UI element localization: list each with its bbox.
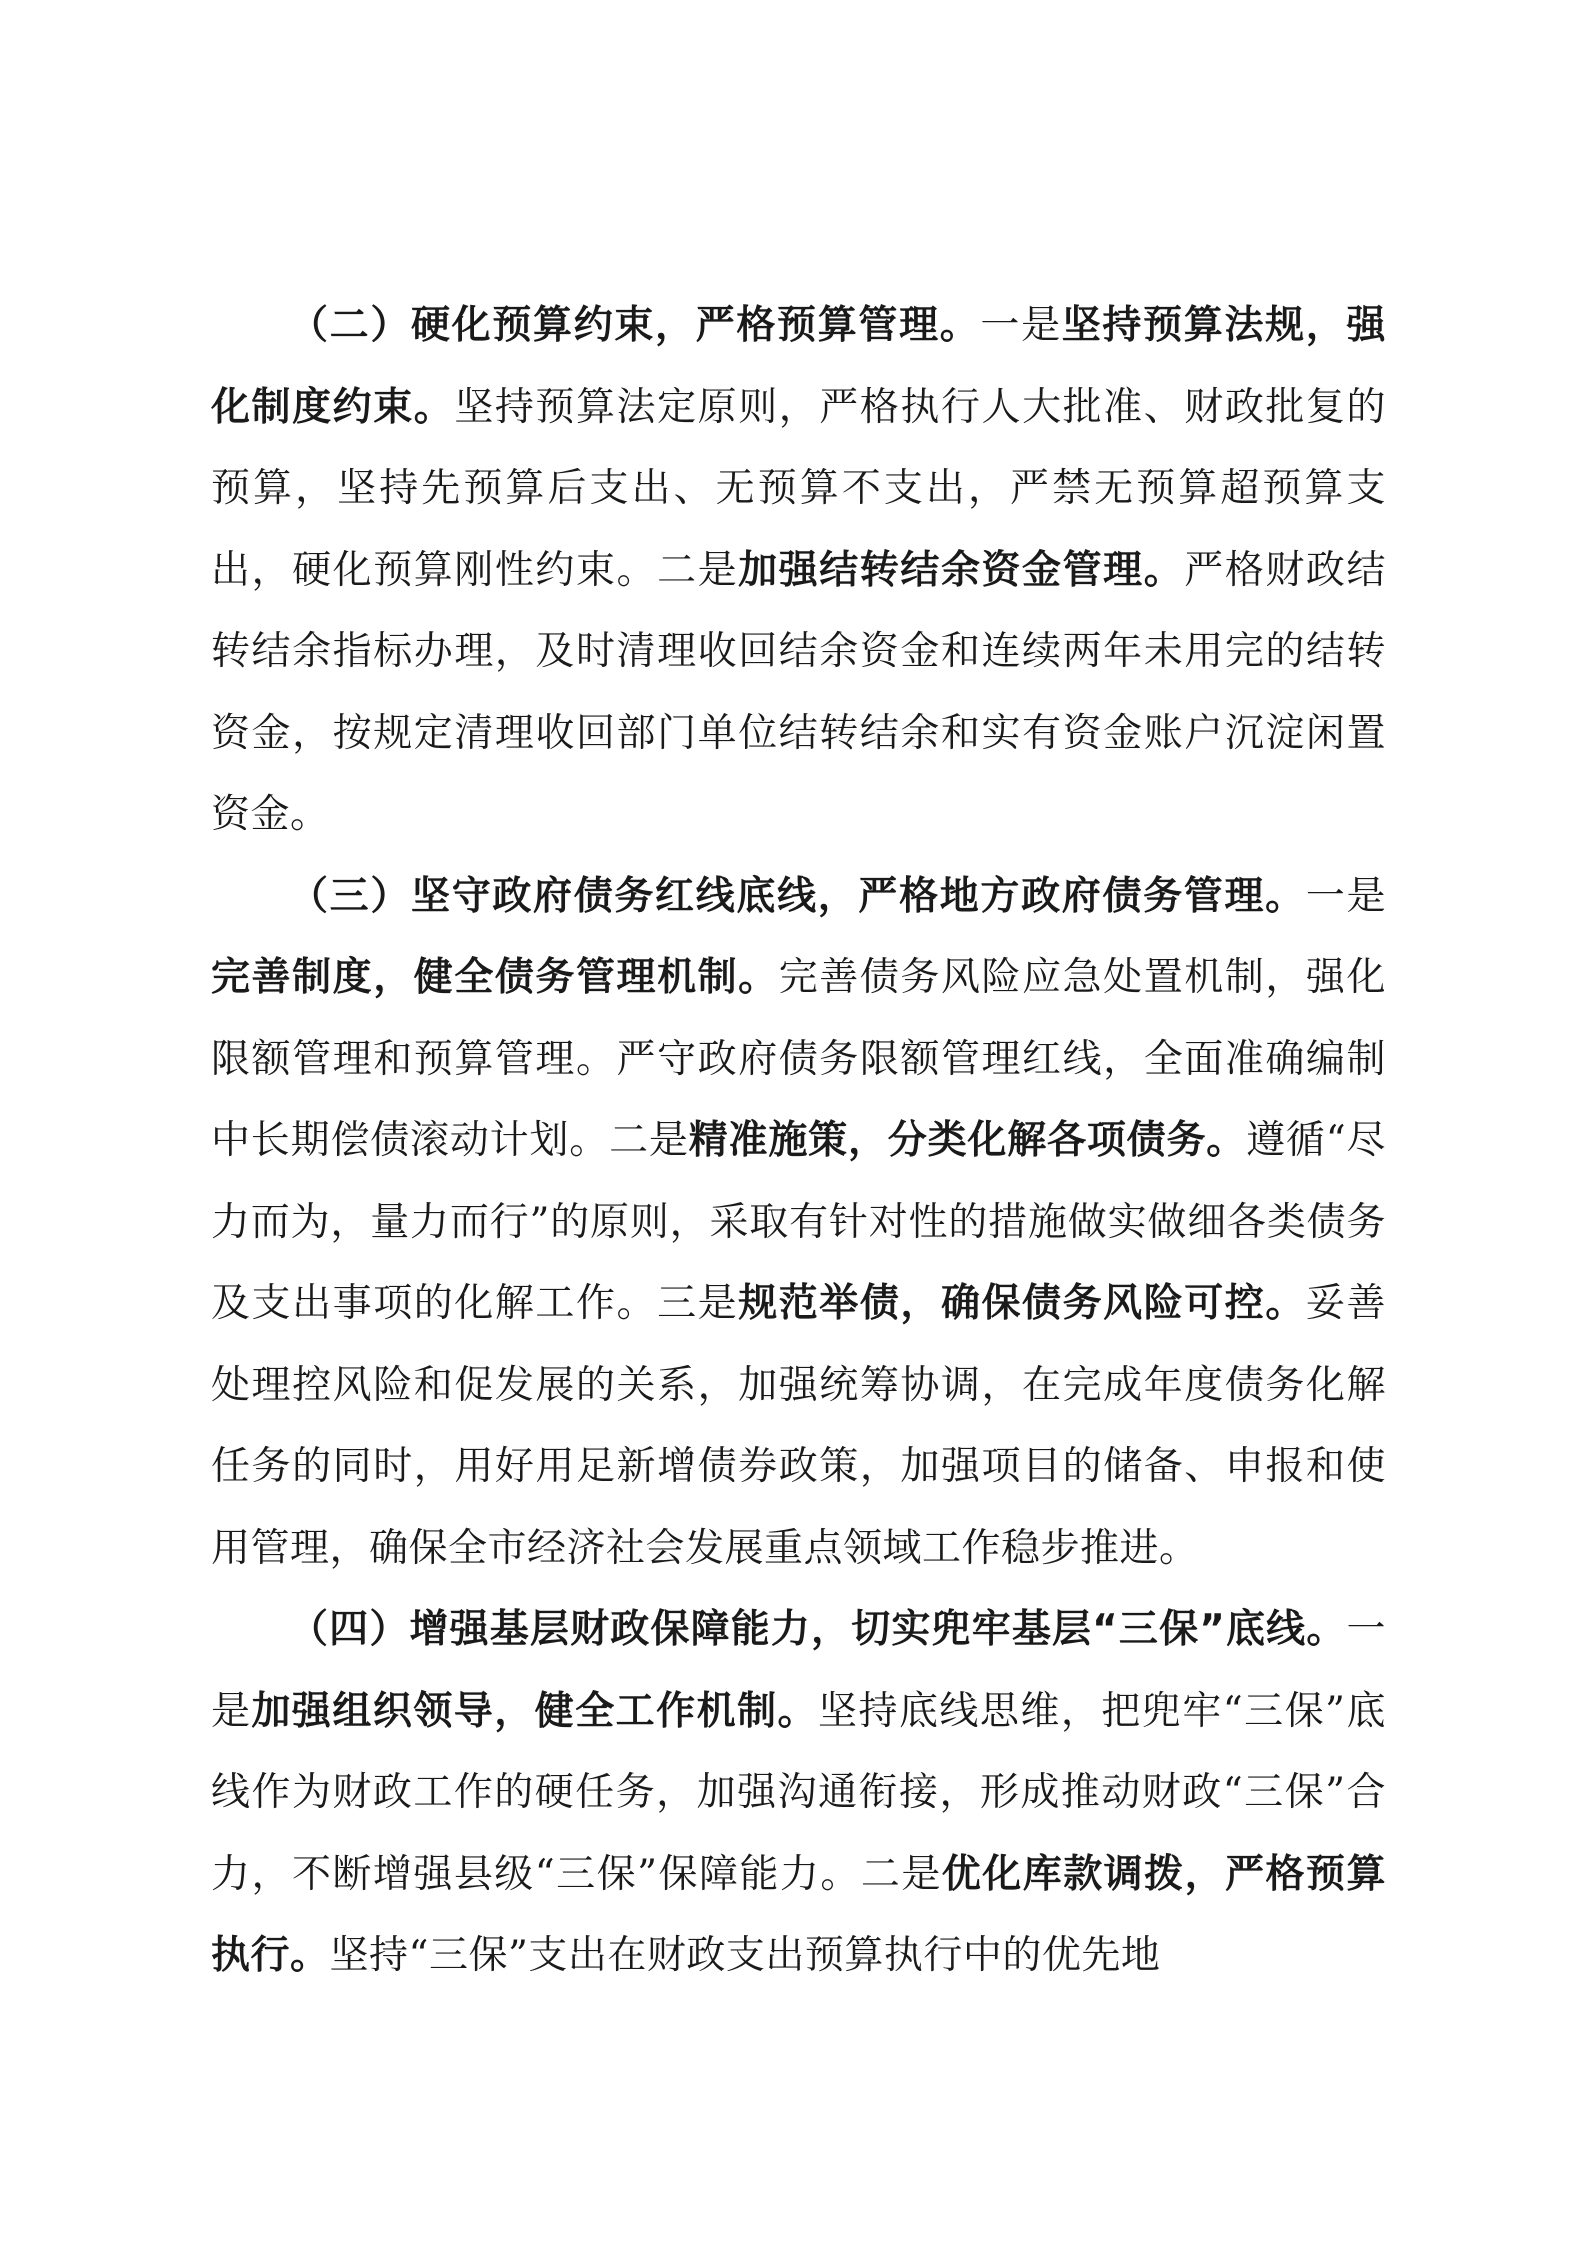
text-run: 坚持“三保”支出在财政支出预算执行中的优先地	[329, 1933, 1161, 1978]
heading-run: （二）硬化预算约束，严格预算管理。	[289, 303, 981, 348]
text-run: 妥善处理控风险和促发展的关系，加强统筹协调，在完成年度债务化解任务的同时，用好用足新增债券政策，加强项目的储备、申报和使用管理，确保全市经济社会发展重点领域工作稳步推进。	[211, 1281, 1386, 1571]
text-run: 一是	[980, 303, 1062, 348]
document-body	[211, 285, 1386, 1997]
text-run: 坚持底线思维，把兜牢“三保”底线作为财政工作的硬任务，加强沟通衔接，形成推动财政“三保”合力，不断增强县级“三保”保障能力。二是	[211, 1688, 1386, 1897]
heading-run: （三）坚守政府债务红线底线，严格地方政府债务管理。	[289, 873, 1306, 919]
text-run: 完善债务风险应急处置机制，强化限额管理和预算管理。严守政府债务限额管理红线，全面准确编制中长期偿债滚动计划。二是	[211, 955, 1386, 1163]
paragraph-budget-constraint	[211, 285, 1386, 856]
subheading-run: 完善制度，健全债务管理机制。	[211, 955, 779, 1000]
subheading-run: 加强结转结余资金管理。	[738, 547, 1185, 593]
subheading-run: 精准施策，分类化解各项债务。	[688, 1118, 1247, 1163]
text-run: 坚持预算法定原则，严格执行人大批准、财政批复的预算，坚持先预算后支出、无预算不支出，严禁无预算超预算支出，硬化预算刚性约束。二是	[211, 384, 1386, 593]
paragraph-grassroots-finance	[211, 1589, 1386, 1997]
text-run: 一是	[211, 1607, 1386, 1734]
text-run: 遵循“尽力而为，量力而行”的原则，采取有针对性的措施做实做细各类债务及支出事项的化解工作。三是	[211, 1118, 1386, 1326]
subheading-run: 规范举债，确保债务风险可控。	[738, 1281, 1306, 1326]
text-run: 严格财政结转结余指标办理，及时清理收回结余资金和连续两年未用完的结转资金，按规定清理收回部门单位结转结余和实有资金账户沉淀闲置资金。	[211, 547, 1386, 837]
heading-run: （四）增强基层财政保障能力，切实兜牢基层“三保”底线。	[289, 1607, 1347, 1652]
subheading-run: 优化库款调拨，严格预算执行。	[211, 1851, 1386, 1978]
paragraph-government-debt	[211, 856, 1386, 1590]
subheading-run: 坚持预算法规，强化制度约束。	[211, 303, 1386, 430]
text-run: 一是	[1305, 873, 1386, 919]
subheading-run: 加强组织领导，健全工作机制。	[251, 1688, 819, 1734]
